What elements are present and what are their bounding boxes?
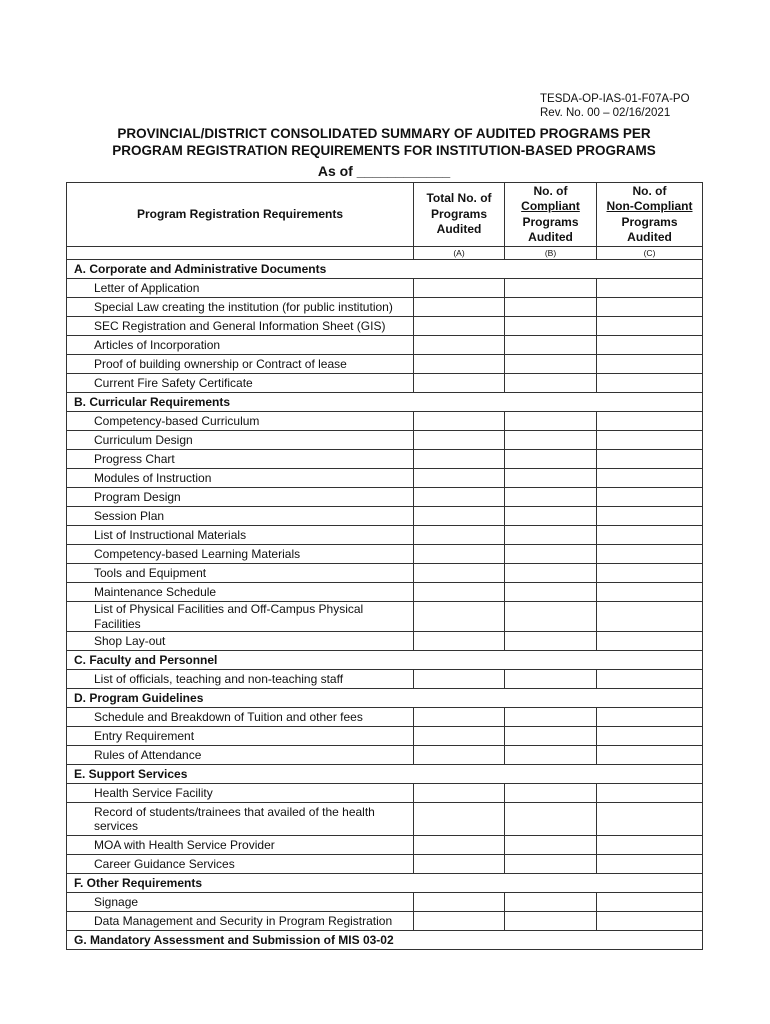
col-a-line-3: Audited [436, 222, 482, 237]
count-cell-c[interactable] [597, 583, 703, 602]
count-cell-c[interactable] [597, 855, 703, 874]
section-label: A. Corporate and Administrative Documents [67, 260, 703, 279]
requirement-row [67, 784, 703, 803]
section-row [67, 765, 703, 784]
count-cell-b[interactable] [505, 488, 597, 507]
count-cell-a[interactable] [414, 507, 505, 526]
col-a-line-2: Programs [430, 206, 488, 221]
count-cell-a[interactable] [414, 431, 505, 450]
col-b-line-3: Programs [522, 214, 579, 229]
count-cell-a[interactable] [414, 670, 505, 689]
requirement-row [67, 893, 703, 912]
count-cell-b[interactable] [505, 564, 597, 583]
count-cell-c[interactable] [597, 893, 703, 912]
count-cell-a[interactable] [414, 632, 505, 651]
requirement-label: Entry Requirement [67, 727, 414, 746]
count-cell-a[interactable] [414, 784, 505, 803]
count-cell-b[interactable] [505, 374, 597, 393]
requirement-label: Schedule and Breakdown of Tuition and other fees [67, 708, 414, 727]
requirement-label: Curriculum Design [67, 431, 414, 450]
requirement-label: Record of students/trainees that availed of the health services [67, 803, 414, 836]
requirement-row [67, 317, 703, 336]
requirement-label: Competency-based Learning Materials [67, 545, 414, 564]
section-row [67, 689, 703, 708]
count-cell-a[interactable] [414, 317, 505, 336]
requirement-row [67, 545, 703, 564]
requirement-row [67, 374, 703, 393]
requirement-label: Career Guidance Services [67, 855, 414, 874]
count-cell-a[interactable] [414, 488, 505, 507]
count-cell-a[interactable] [414, 746, 505, 765]
requirement-label: Competency-based Curriculum [67, 412, 414, 431]
requirement-label: Special Law creating the institution (for public institution) [67, 298, 414, 317]
count-cell-a[interactable] [414, 836, 505, 855]
count-cell-c[interactable] [597, 488, 703, 507]
requirement-label: Rules of Attendance [67, 746, 414, 765]
section-row [67, 931, 703, 950]
count-cell-c[interactable] [597, 746, 703, 765]
requirement-label: Letter of Application [67, 279, 414, 298]
requirement-row [67, 336, 703, 355]
requirement-row [67, 632, 703, 651]
count-cell-b[interactable] [505, 450, 597, 469]
requirement-row [67, 602, 703, 632]
requirement-row [67, 507, 703, 526]
letter-a: (A) [414, 247, 505, 260]
requirement-row [67, 803, 703, 836]
requirement-row [67, 298, 703, 317]
count-cell-c[interactable] [597, 708, 703, 727]
count-cell-a[interactable] [414, 727, 505, 746]
requirement-label: List of Physical Facilities and Off-Campus Physical Facilities [67, 602, 414, 632]
requirement-label: Articles of Incorporation [67, 336, 414, 355]
count-cell-b[interactable] [505, 526, 597, 545]
count-cell-a[interactable] [414, 412, 505, 431]
form-code: TESDA-OP-IAS-01-F07A-PO [540, 93, 690, 105]
requirement-row [67, 279, 703, 298]
col-header-requirements: Program Registration Requirements [67, 183, 414, 247]
count-cell-c[interactable] [597, 545, 703, 564]
count-cell-b[interactable] [505, 279, 597, 298]
requirement-row [67, 855, 703, 874]
requirement-row [67, 836, 703, 855]
section-label: B. Curricular Requirements [67, 393, 703, 412]
col-header-c [597, 183, 703, 247]
col-c-line-3: Programs [621, 214, 678, 229]
requirement-label: Proof of building ownership or Contract of lease [67, 355, 414, 374]
count-cell-b[interactable] [505, 317, 597, 336]
requirement-row [67, 488, 703, 507]
section-row [67, 651, 703, 670]
count-cell-b[interactable] [505, 855, 597, 874]
count-cell-c[interactable] [597, 912, 703, 931]
section-row [67, 393, 703, 412]
requirement-label: List of officials, teaching and non-teaching staff [67, 670, 414, 689]
count-cell-a[interactable] [414, 526, 505, 545]
count-cell-b[interactable] [505, 298, 597, 317]
count-cell-c[interactable] [597, 450, 703, 469]
requirement-label: SEC Registration and General Information Sheet (GIS) [67, 317, 414, 336]
count-cell-b[interactable] [505, 784, 597, 803]
requirement-label: Current Fire Safety Certificate [67, 374, 414, 393]
count-cell-a[interactable] [414, 545, 505, 564]
requirement-row [67, 564, 703, 583]
title-line-1: PROVINCIAL/DISTRICT CONSOLIDATED SUMMARY OF AUDITED PROGRAMS PER [117, 126, 651, 141]
letter-c: (C) [597, 247, 703, 260]
count-cell-b[interactable] [505, 912, 597, 931]
requirement-row [67, 670, 703, 689]
count-cell-b[interactable] [505, 469, 597, 488]
requirement-row [67, 708, 703, 727]
col-a-line-1: Total No. of [426, 191, 492, 206]
requirement-label: MOA with Health Service Provider [67, 836, 414, 855]
requirement-label: Signage [67, 893, 414, 912]
count-cell-c[interactable] [597, 298, 703, 317]
title-line-2: PROGRAM REGISTRATION REQUIREMENTS FOR INSTITUTION-BASED PROGRAMS [112, 143, 656, 158]
requirement-row [67, 746, 703, 765]
requirement-label: Progress Chart [67, 450, 414, 469]
requirement-row [67, 727, 703, 746]
count-cell-a[interactable] [414, 912, 505, 931]
count-cell-a[interactable] [414, 708, 505, 727]
count-cell-b[interactable] [505, 893, 597, 912]
col-c-line-4: Audited [627, 230, 672, 244]
count-cell-a[interactable] [414, 469, 505, 488]
section-label: F. Other Requirements [67, 874, 703, 893]
as-of-line: As of ____________ [317, 163, 451, 179]
count-cell-a[interactable] [414, 279, 505, 298]
count-cell-a[interactable] [414, 450, 505, 469]
count-cell-b[interactable] [505, 336, 597, 355]
count-cell-a[interactable] [414, 374, 505, 393]
form-code-block [540, 92, 690, 120]
col-b-line-4: Audited [528, 230, 573, 244]
count-cell-c[interactable] [597, 632, 703, 651]
col-header-b [505, 183, 597, 247]
count-cell-b[interactable] [505, 746, 597, 765]
count-cell-c[interactable] [597, 317, 703, 336]
section-row [67, 874, 703, 893]
count-cell-c[interactable] [597, 836, 703, 855]
requirement-label: Health Service Facility [67, 784, 414, 803]
count-cell-c[interactable] [597, 670, 703, 689]
count-cell-c[interactable] [597, 784, 703, 803]
count-cell-a[interactable] [414, 893, 505, 912]
revision-number: Rev. No. 00 – 02/16/2021 [540, 107, 671, 119]
count-cell-b[interactable] [505, 507, 597, 526]
count-cell-b[interactable] [505, 355, 597, 374]
col-header-a [414, 183, 505, 247]
requirement-row [67, 431, 703, 450]
count-cell-a[interactable] [414, 803, 505, 836]
letter-b: (B) [505, 247, 597, 260]
letters-row-blank [67, 247, 414, 260]
count-cell-b[interactable] [505, 545, 597, 564]
count-cell-c[interactable] [597, 564, 703, 583]
requirement-label: Session Plan [67, 507, 414, 526]
count-cell-c[interactable] [597, 355, 703, 374]
document-title [66, 125, 702, 159]
count-cell-a[interactable] [414, 336, 505, 355]
count-cell-c[interactable] [597, 507, 703, 526]
count-cell-c[interactable] [597, 336, 703, 355]
col-c-line-2: Non-Compliant [606, 199, 693, 213]
count-cell-b[interactable] [505, 836, 597, 855]
count-cell-b[interactable] [505, 670, 597, 689]
count-cell-c[interactable] [597, 526, 703, 545]
requirement-row [67, 526, 703, 545]
count-cell-c[interactable] [597, 803, 703, 836]
col-b-line-1: No. of [533, 183, 568, 198]
section-label: G. Mandatory Assessment and Submission of MIS 03-02 [67, 931, 703, 950]
requirement-row [67, 583, 703, 602]
count-cell-b[interactable] [505, 583, 597, 602]
requirement-label: Program Design [67, 488, 414, 507]
count-cell-c[interactable] [597, 412, 703, 431]
count-cell-c[interactable] [597, 279, 703, 298]
count-cell-a[interactable] [414, 298, 505, 317]
count-cell-a[interactable] [414, 602, 505, 632]
section-row [67, 260, 703, 279]
requirement-row [67, 912, 703, 931]
count-cell-b[interactable] [505, 412, 597, 431]
requirement-label: Maintenance Schedule [67, 583, 414, 602]
requirement-row [67, 469, 703, 488]
requirement-row [67, 355, 703, 374]
requirement-row [67, 412, 703, 431]
requirement-label: Shop Lay-out [67, 632, 414, 651]
count-cell-b[interactable] [505, 708, 597, 727]
count-cell-b[interactable] [505, 632, 597, 651]
requirement-label: Data Management and Security in Program Registration [67, 912, 414, 931]
count-cell-b[interactable] [505, 602, 597, 632]
table-body [67, 260, 703, 950]
section-label: E. Support Services [67, 765, 703, 784]
section-label: D. Program Guidelines [67, 689, 703, 708]
count-cell-a[interactable] [414, 355, 505, 374]
count-cell-a[interactable] [414, 855, 505, 874]
requirement-label: Tools and Equipment [67, 564, 414, 583]
requirement-label: Modules of Instruction [67, 469, 414, 488]
col-c-line-1: No. of [632, 183, 667, 198]
count-cell-c[interactable] [597, 469, 703, 488]
section-label: C. Faculty and Personnel [67, 651, 703, 670]
requirement-row [67, 450, 703, 469]
count-cell-c[interactable] [597, 727, 703, 746]
letters-row [67, 247, 703, 260]
col-b-line-2: Compliant [521, 199, 580, 213]
count-cell-b[interactable] [505, 431, 597, 450]
count-cell-c[interactable] [597, 602, 703, 632]
count-cell-b[interactable] [505, 727, 597, 746]
count-cell-b[interactable] [505, 803, 597, 836]
count-cell-c[interactable] [597, 431, 703, 450]
header-row [67, 183, 703, 247]
count-cell-a[interactable] [414, 564, 505, 583]
summary-table [66, 182, 703, 950]
requirement-label: List of Instructional Materials [67, 526, 414, 545]
count-cell-a[interactable] [414, 583, 505, 602]
count-cell-c[interactable] [597, 374, 703, 393]
